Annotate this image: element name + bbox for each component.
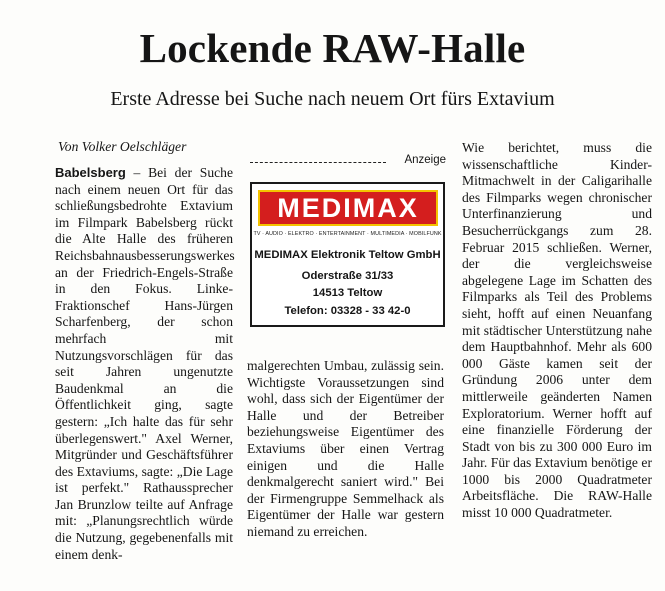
ad-street: Oderstraße 31/33 [301, 270, 394, 282]
byline: Von Volker Oelschläger [58, 139, 187, 154]
column-1-text: – Bei der Suche nach einem neuen Ort für das schließungsbedrohte Extavium im Filmpark Babelsberg rückt die Alte Halle des früheren Reichsbahnausbesserungswerkes an der Friedrich-Engels-Straße in den Fokus. Linke-Fraktionschef Hans-Jürgen Scharfenberg, der schon mehrfach mit Nutzungsvorschlägen für das seit Jahren ungenutzte Baudenkmal an die Öffentlichkeit ging, sagte gestern: „Ich halte das für sehr überlegenswert." Axel Werner, Mitgründer und Geschäftsführer des Extaviums, sagte: „Die Lage ist perfekt." Rathaussprecher Jan Brunzlow teilte auf Anfrage mit: „Planungsrechtlich würde die Nutzung, gegebenenfalls mit einem denk- [55, 165, 235, 562]
advertisement[interactable] [250, 182, 445, 327]
lead-word: Babelsberg [55, 165, 126, 180]
medimax-logo: MEDIMAX [258, 190, 438, 226]
ad-city: 14513 Teltow [312, 287, 383, 299]
ad-company: MEDIMAX Elektronik Teltow GmbH [254, 249, 441, 261]
headline: Lockende RAW-Halle [139, 25, 526, 71]
article-column-1 [55, 165, 233, 563]
subheadline: Erste Adresse bei Suche nach neuem Ort fürs Extavium [110, 88, 555, 110]
ad-categories: TV · AUDIO · ELEKTRO · ENTERTAINMENT · MULTIMEDIA · MOBILFUNK [253, 231, 442, 237]
ad-phone: Telefon: 03328 - 33 42-0 [284, 305, 411, 317]
article-column-2: malgerechten Umbau, zulässig sein. Wichtigste Voraussetzungen sind wohl, dass sich der Eigentümer der Halle und der Betreiber beziehungsweise Eigentümer des Extaviums über einen Vertrag einigen und die Halle denkmalgerecht saniert wird." Bei der Firmengruppe Semmelhack als Eigentümer der Halle war gestern niemand zu erreichen. [247, 358, 444, 539]
ad-divider [250, 162, 386, 163]
article-column-3: Wie berichtet, muss die wissenschaftliche Kinder-Mitmachwelt in der Caligarihalle des Filmparks wegen chronischer Unterfinanzierung und Besucherrückgangs zum 28. Februar 2015 schließen. Werner, der die vergleichsweise abgelegene Lage im Schatten des Filmparks als Teil des Problems sieht, hofft auf einen Neuanfang mit städtischer Unterstützung nahe dem Hauptbahnhof. Mehr als 600 000 Gäste kamen seit der Gründung 2006 unter dem mittlerweile geänderten Namen Exploratorium. Werner hofft auf eine finanzielle Förderung der Stadt von bis zu 300 000 Euro im Jahr. Für das Extavium benötige er 1000 bis 2000 Quadratmeter Arbeitsfläche. Die RAW-Halle misst 10 000 Quadratmeter. [462, 140, 652, 521]
ad-label-row [250, 154, 446, 170]
ad-label: Anzeige [404, 154, 446, 166]
